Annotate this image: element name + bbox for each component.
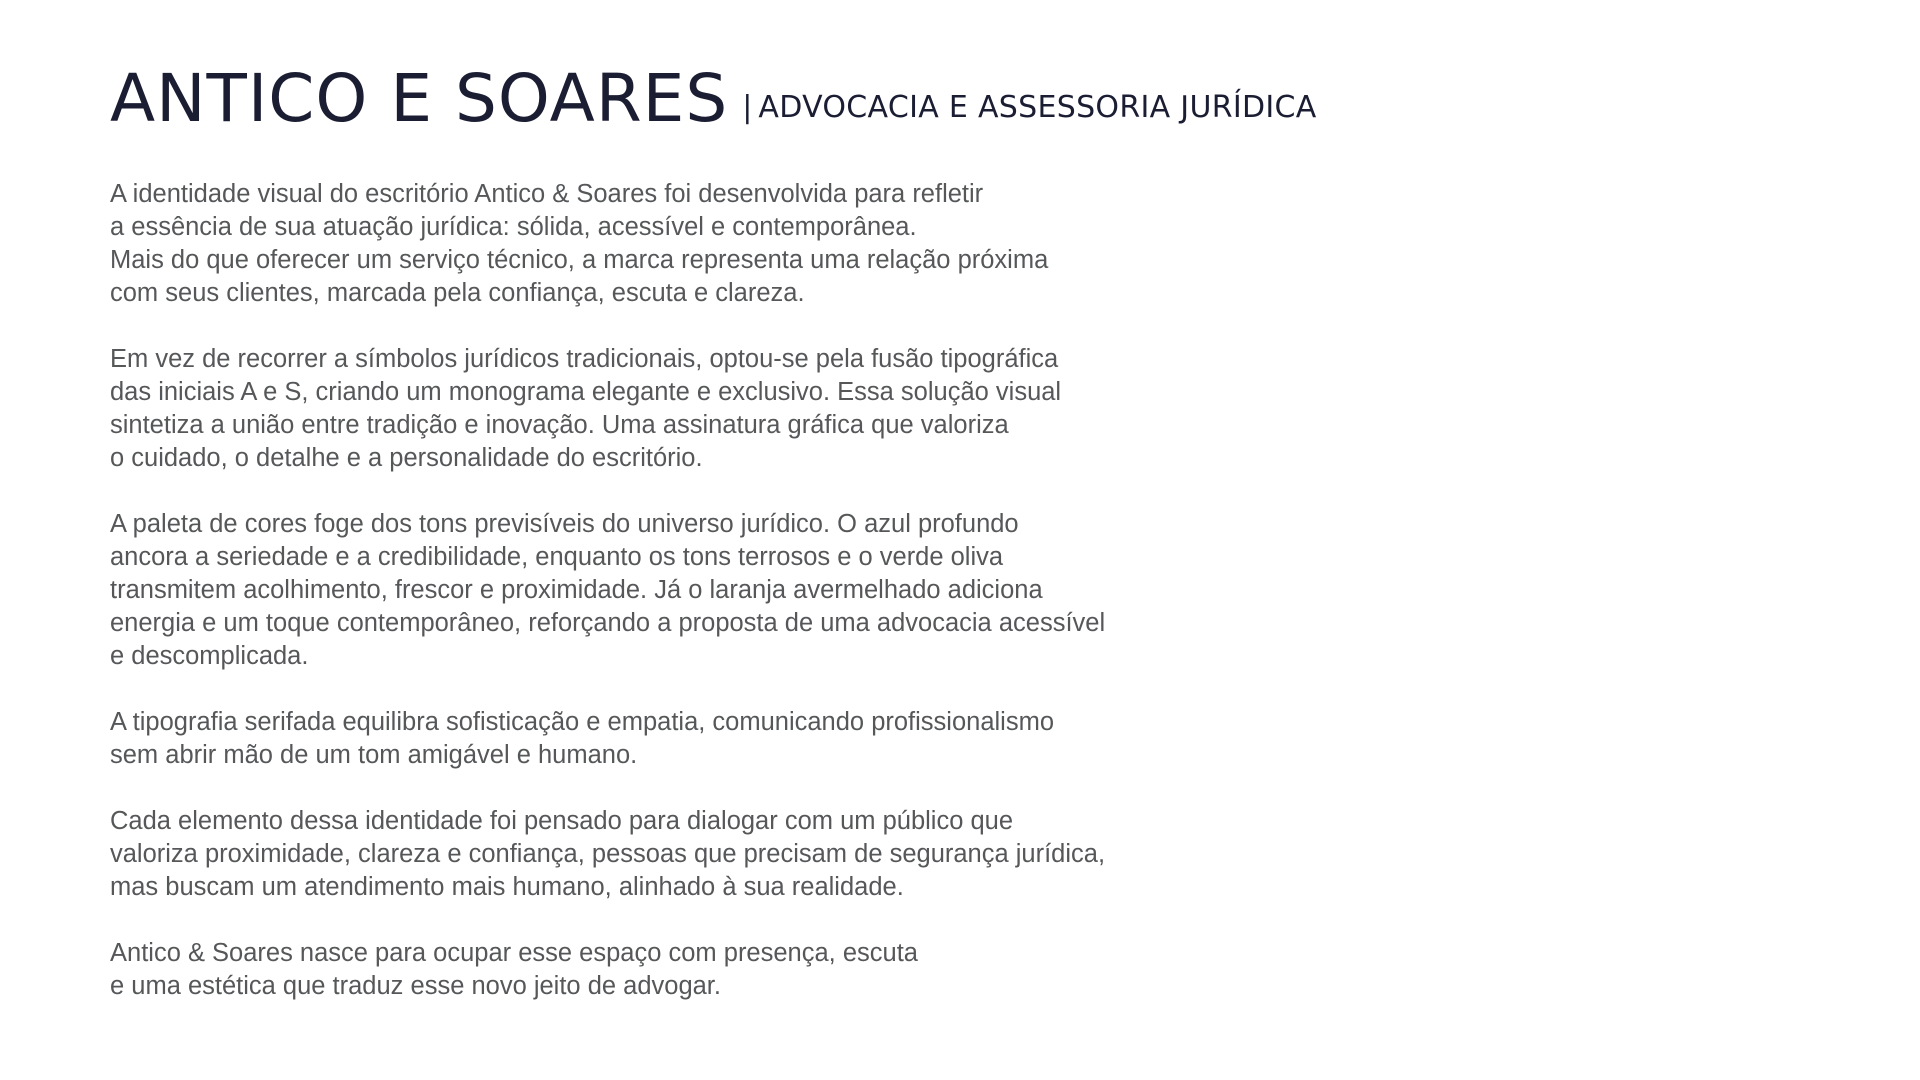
text-line: Mais do que oferecer um serviço técnico, a marca representa uma relação próxima — [110, 246, 1049, 274]
text-line: Cada elemento dessa identidade foi pensado para dialogar com um público que — [110, 807, 1014, 835]
text-line: sintetiza a união entre tradição e inovação. Uma assinatura gráfica que valoriza — [110, 411, 1009, 439]
paragraph-palette — [110, 508, 1210, 673]
text-line: A paleta de cores foge dos tons previsíveis do universo jurídico. O azul profundo — [110, 510, 1019, 538]
text-line: o cuidado, o detalhe e a personalidade do escritório. — [110, 444, 703, 472]
brand-title: ANTICO E SOARES — [110, 60, 729, 137]
text-line: das iniciais A e S, criando um monograma elegante e exclusivo. Essa solução visual — [110, 378, 1062, 406]
text-line: Em vez de recorrer a símbolos jurídicos tradicionais, optou-se pela fusão tipográfica — [110, 345, 1059, 373]
page-header — [110, 60, 1317, 137]
paragraph-identity — [110, 178, 1210, 310]
paragraph-audience — [110, 805, 1210, 904]
text-line: a essência de sua atuação jurídica: sólida, acessível e contemporânea. — [110, 213, 917, 241]
text-line: mas buscam um atendimento mais humano, alinhado à sua realidade. — [110, 873, 904, 901]
paragraph-typography — [110, 706, 1210, 772]
title-separator: | — [742, 90, 753, 125]
text-line: energia e um toque contemporâneo, reforçando a proposta de uma advocacia acessível — [110, 609, 1106, 637]
text-line: e uma estética que traduz esse novo jeito de advogar. — [110, 972, 721, 1000]
text-line: valoriza proximidade, clareza e confiança, pessoas que precisam de segurança jurídica, — [110, 840, 1106, 868]
text-line: e descomplicada. — [110, 642, 309, 670]
text-line: A identidade visual do escritório Antico & Soares foi desenvolvida para refletir — [110, 180, 984, 208]
paragraph-monogram — [110, 343, 1210, 475]
paragraph-closing — [110, 937, 1210, 1003]
text-line: com seus clientes, marcada pela confiança, escuta e clareza. — [110, 279, 805, 307]
text-line: transmitem acolhimento, frescor e proximidade. Já o laranja avermelhado adiciona — [110, 576, 1043, 604]
description-text — [110, 178, 1210, 1036]
text-line: ancora a seriedade e a credibilidade, enquanto os tons terrosos e o verde oliva — [110, 543, 1004, 571]
text-line: Antico & Soares nasce para ocupar esse espaço com presença, escuta — [110, 939, 918, 967]
text-line: A tipografia serifada equilibra sofisticação e empatia, comunicando profissionalismo — [110, 708, 1055, 736]
brand-tagline: ADVOCACIA E ASSESSORIA JURÍDICA — [758, 90, 1317, 125]
text-line: sem abrir mão de um tom amigável e humano. — [110, 741, 638, 769]
